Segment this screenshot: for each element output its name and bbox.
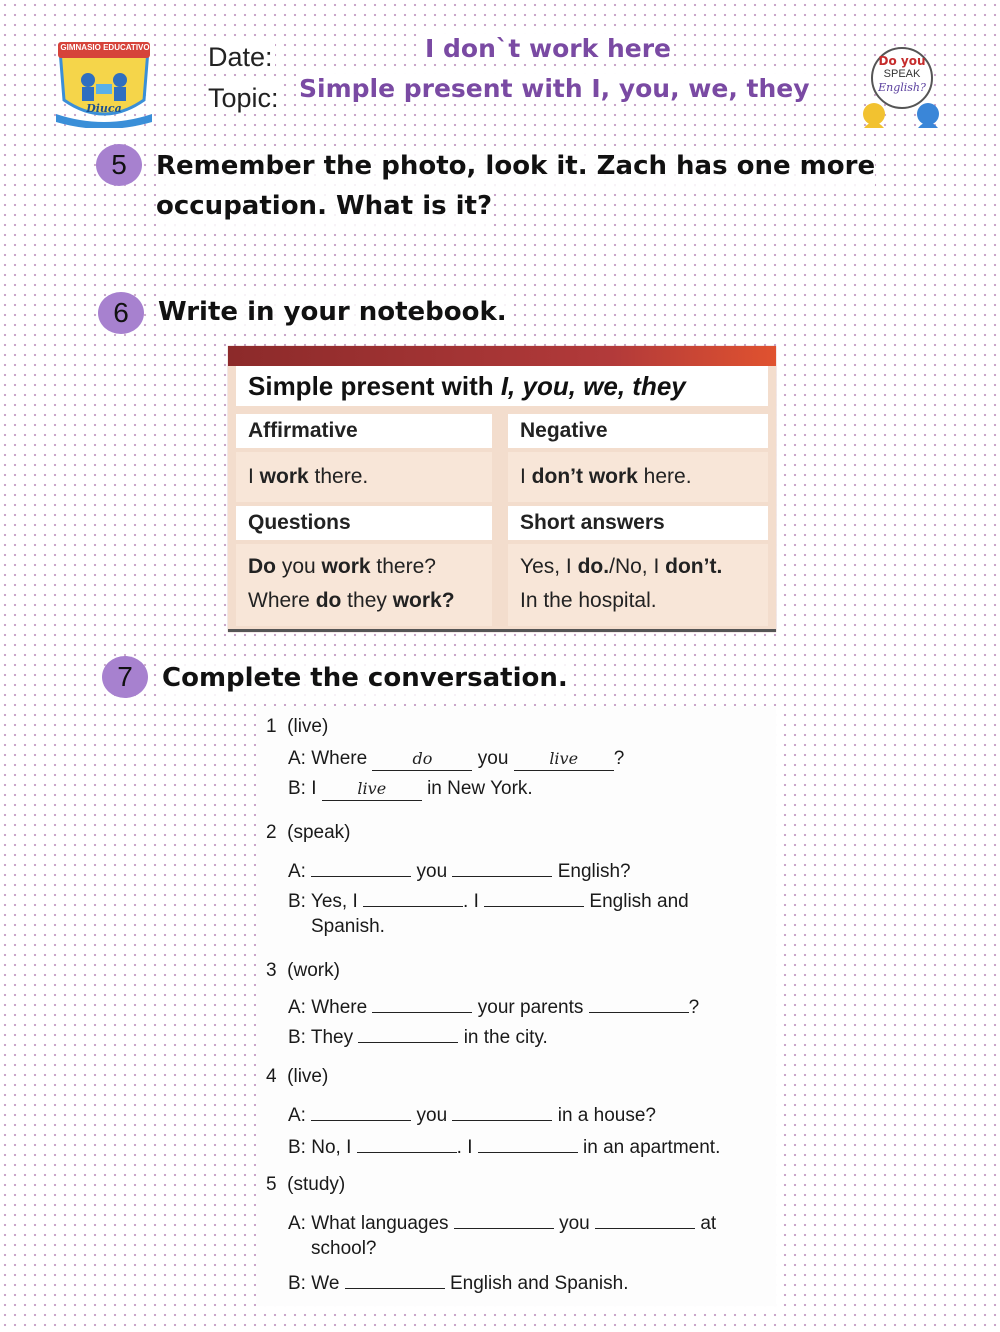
school-logo <box>52 36 156 128</box>
exercise-2-blank-4[interactable] <box>484 886 584 907</box>
exercise-4-blank-4[interactable] <box>478 1132 578 1153</box>
section-5-title-line1: Remember the photo, look it. Zach has one more <box>156 146 875 186</box>
grammar-table-top-bar <box>228 346 776 366</box>
exercise-5-blank-1[interactable] <box>454 1208 554 1229</box>
question-2: Where do they work? <box>248 589 455 612</box>
exercise-2-line-a: A: you English? <box>288 856 631 883</box>
header-negative: Negative <box>508 414 768 448</box>
answer-1: Yes, I do./No, I don’t. <box>520 555 723 578</box>
exercise-3-heading: 3 (work) <box>266 960 340 981</box>
exercise-1-line-b: B: I live in New York. <box>288 778 533 799</box>
school-logo-bottom-text: Diuca <box>86 102 122 115</box>
negative-example: I don’t work here. <box>508 452 768 502</box>
short-answers-examples <box>508 544 768 626</box>
exercise-3-blank-1[interactable] <box>372 992 472 1013</box>
exercise-5-line-a-continued: school? <box>311 1238 377 1259</box>
section-7-number: 7 <box>102 656 148 698</box>
topic-label: Topic: <box>208 83 279 113</box>
date-label: Date: <box>208 42 273 72</box>
badge-line1: Do you <box>878 54 926 68</box>
exercise-1-line-a: A: Where do you live ? <box>288 748 625 769</box>
badge-line2: SPEAK <box>883 68 921 80</box>
exercise-3-blank-2[interactable] <box>589 992 689 1013</box>
exercise-1-blank-3[interactable]: live <box>322 780 422 801</box>
conversation-exercise-sheet <box>256 706 776 1306</box>
exercise-2-blank-3[interactable] <box>363 886 463 907</box>
exercise-2-heading: 2 (speak) <box>266 822 351 843</box>
exercise-4-line-a: A: you in a house? <box>288 1100 656 1127</box>
exercise-2-blank-1[interactable] <box>311 856 411 877</box>
exercise-3-line-b: B: They in the city. <box>288 1022 548 1049</box>
badge-line3: English? <box>878 81 926 94</box>
exercise-4-heading: 4 (live) <box>266 1066 329 1087</box>
date-value: I don`t work here <box>422 34 674 63</box>
section-5-number: 5 <box>96 144 142 186</box>
exercise-1-blank-2[interactable]: live <box>514 750 614 771</box>
grammar-table-bottom-rule <box>228 629 776 632</box>
exercise-4-blank-2[interactable] <box>452 1100 552 1121</box>
exercise-5-heading: 5 (study) <box>266 1174 346 1195</box>
exercise-4-blank-1[interactable] <box>311 1100 411 1121</box>
grammar-table-title: Simple present with I, you, we, they <box>236 366 768 406</box>
exercise-3-line-a: A: Where your parents ? <box>288 992 699 1019</box>
header-affirmative: Affirmative <box>236 414 492 448</box>
affirmative-example: I work there. <box>236 452 492 502</box>
grammar-table <box>228 346 776 632</box>
exercise-3-blank-3[interactable] <box>358 1022 458 1043</box>
section-5-title-line2: occupation. What is it? <box>156 186 492 226</box>
section-7-title: Complete the conversation. <box>162 658 568 698</box>
exercise-5-line-a: A: What languages you at <box>288 1208 716 1235</box>
school-logo-top-text: GIMNASIO EDUCATIVO <box>60 43 150 52</box>
exercise-2-line-b: B: Yes, I . I English and <box>288 886 689 913</box>
answer-2: In the hospital. <box>520 589 657 612</box>
exercise-4-blank-3[interactable] <box>357 1132 457 1153</box>
header-questions: Questions <box>236 506 492 540</box>
section-6-title: Write in your notebook. <box>158 292 507 332</box>
question-1: Do you work there? <box>248 555 436 578</box>
topic-value: Simple present with I, you, we, they <box>296 74 813 103</box>
exercise-1-blank-1[interactable]: do <box>372 750 472 771</box>
do-you-speak-english-logo <box>856 44 946 130</box>
questions-examples <box>236 544 492 626</box>
exercise-5-blank-3[interactable] <box>345 1268 445 1289</box>
exercise-2-line-b-continued: Spanish. <box>311 916 385 937</box>
exercise-5-line-b: B: We English and Spanish. <box>288 1268 628 1295</box>
header-short-answers: Short answers <box>508 506 768 540</box>
section-6-number: 6 <box>98 292 144 334</box>
exercise-5-blank-2[interactable] <box>595 1208 695 1229</box>
exercise-4-line-b: B: No, I . I in an apartment. <box>288 1132 720 1159</box>
exercise-1-heading: 1 (live) <box>266 716 329 737</box>
exercise-2-blank-2[interactable] <box>452 856 552 877</box>
